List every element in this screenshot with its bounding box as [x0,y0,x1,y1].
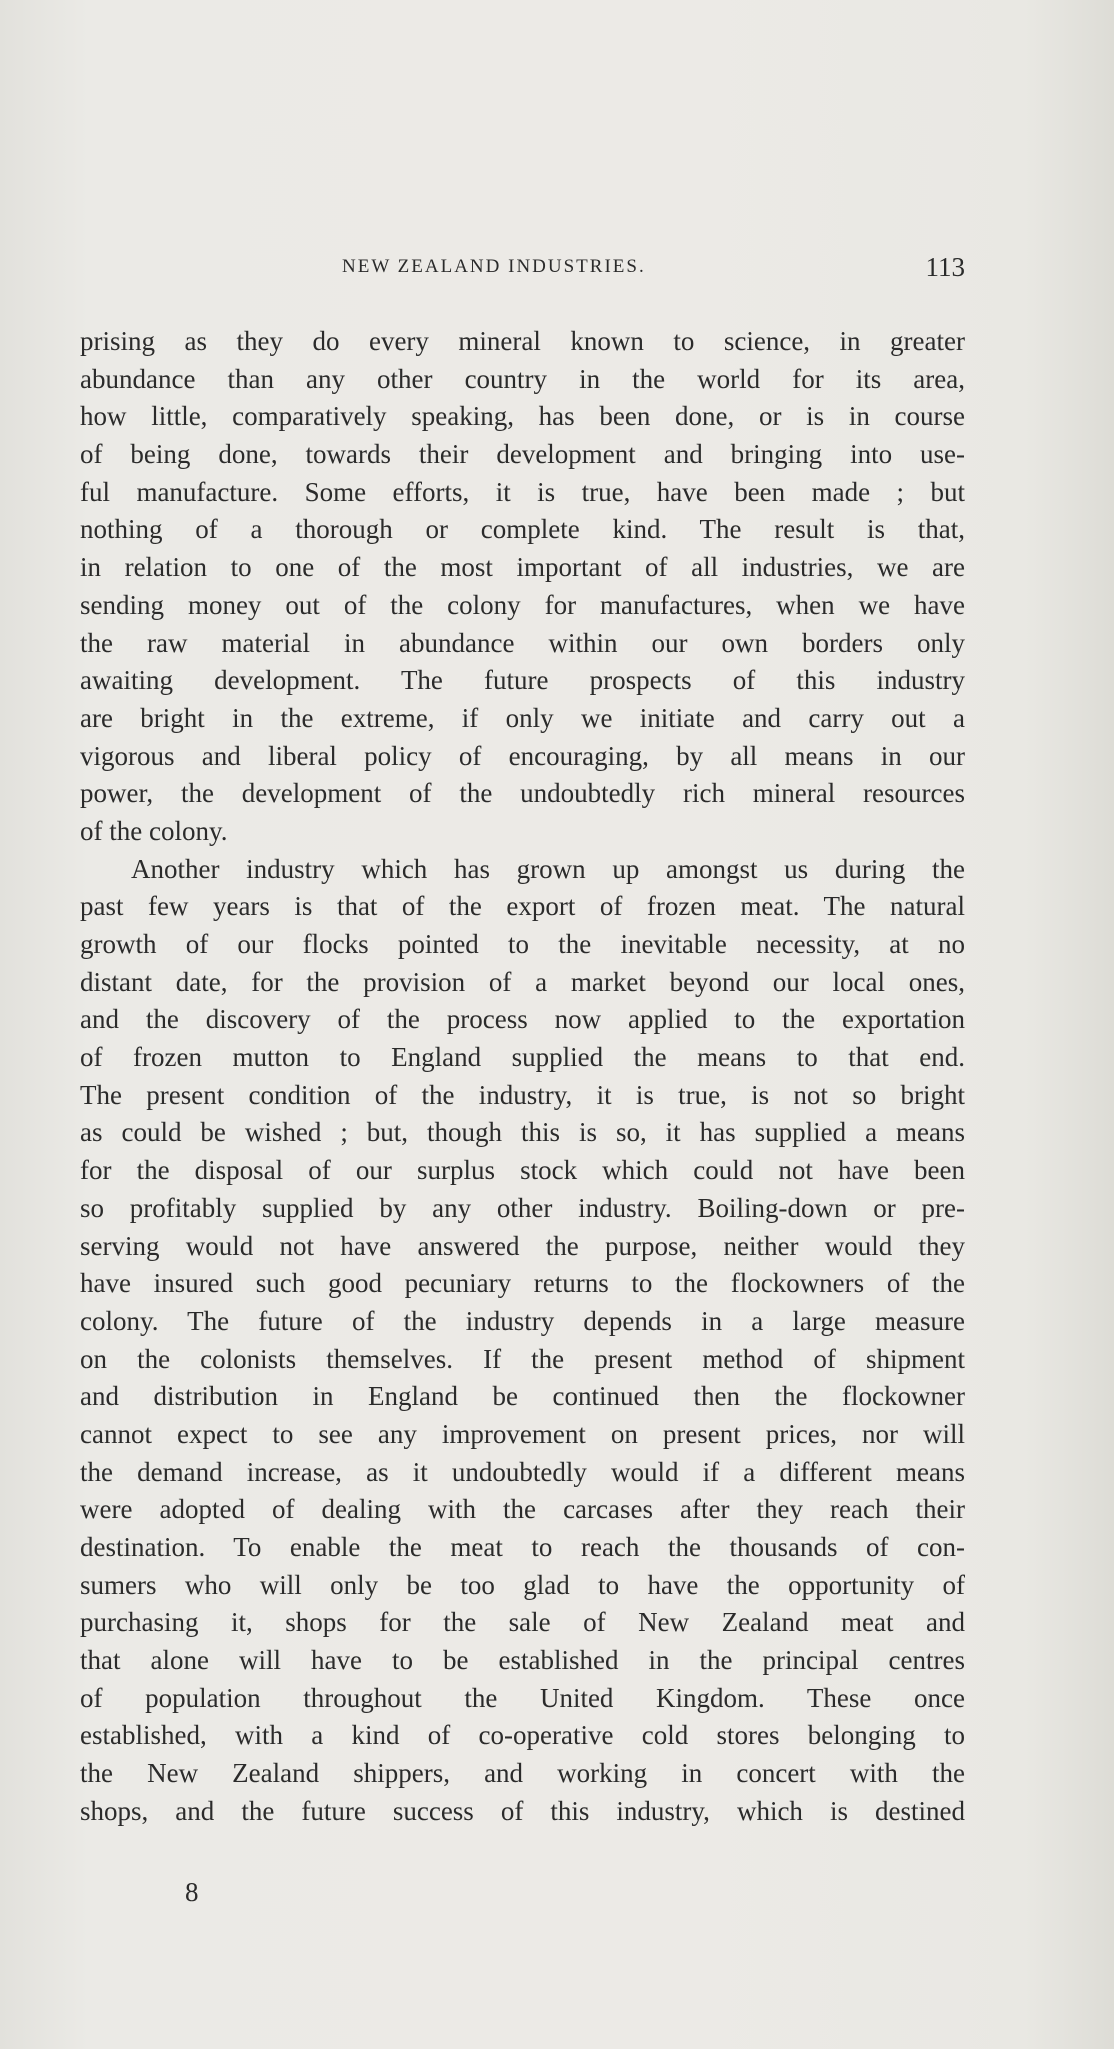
text-line: ful manufacture. Some efforts, it is true, have been made ; but [80,476,965,507]
text-line: the raw material in abundance within our own borders only [80,627,965,658]
text-line: shops, and the future success of this industry, which is destined [80,1795,965,1826]
text-line: awaiting development. The future prospects of this industry [80,665,965,696]
text-line: the New Zealand shippers, and working in concert with the [80,1758,965,1789]
page-number: 113 [925,252,965,282]
text-line: colony. The future of the industry depends in a large measure [80,1305,965,1336]
running-title: NEW ZEALAND INDUSTRIES. [342,256,646,277]
body-text [80,323,965,1831]
text-line: past few years is that of the export of frozen meat. The natural [80,891,965,922]
text-line: so profitably supplied by any other industry. Boiling-down or pre- [80,1192,965,1223]
text-line: in relation to one of the most important of all industries, we are [80,552,965,583]
text-line: and the discovery of the process now applied to the exportation [80,1004,965,1035]
text-line: The present condition of the industry, it is true, is not so bright [80,1079,965,1110]
text-line: of frozen mutton to England supplied the means to that end. [80,1042,965,1073]
text-line: sumers who will only be too glad to have the opportunity of [80,1569,965,1600]
text-line: sending money out of the colony for manufactures, when we have [80,589,965,620]
text-line: vigorous and liberal policy of encouraging, by all means in our [80,740,965,771]
text-line: distant date, for the provision of a market beyond our local ones, [80,966,965,997]
text-line: growth of our flocks pointed to the inevitable necessity, at no [80,929,965,959]
text-line: prising as they do every mineral known to science, in greater [80,326,965,356]
text-line: purchasing it, shops for the sale of New Zealand meat and [80,1607,965,1638]
text-line: the demand increase, as it undoubtedly would if a different means [80,1456,965,1487]
text-line: of population throughout the United Kingdom. These once [80,1682,965,1713]
text-line: Another industry which has grown up amongst us during the [131,853,965,884]
text-line: are bright in the extreme, if only we initiate and carry out a [80,702,965,733]
text-line: and distribution in England be continued then the flockowner [80,1381,965,1412]
running-head [80,252,965,282]
text-line: established, with a kind of co-operative cold stores belonging to [80,1720,965,1751]
text-line: abundance than any other country in the world for its area, [80,363,965,394]
text-line: were adopted of dealing with the carcases after they reach their [80,1494,965,1525]
text-line: of the colony. [80,815,228,846]
signature-mark: 8 [185,1877,199,1907]
text-line: power, the development of the undoubtedly rich mineral resources [80,778,965,809]
text-line: of being done, towards their development and bringing into use- [80,439,965,470]
text-line: serving would not have answered the purpose, neither would they [80,1230,965,1261]
text-line: cannot expect to see any improvement on present prices, nor will [80,1418,965,1449]
text-line: have insured such good pecuniary returns to the flockowners of the [80,1268,965,1299]
text-line: as could be wished ; but, though this is so, it has supplied a means [80,1117,965,1148]
text-line: that alone will have to be established in the principal centres [80,1645,965,1676]
text-line: on the colonists themselves. If the present method of shipment [80,1343,965,1374]
text-line: nothing of a thorough or complete kind. The result is that, [80,514,965,545]
text-line: for the disposal of our surplus stock which could not have been [80,1155,965,1186]
text-line: how little, comparatively speaking, has been done, or is in course [80,401,965,432]
text-line: destination. To enable the meat to reach the thousands of con- [80,1532,965,1562]
